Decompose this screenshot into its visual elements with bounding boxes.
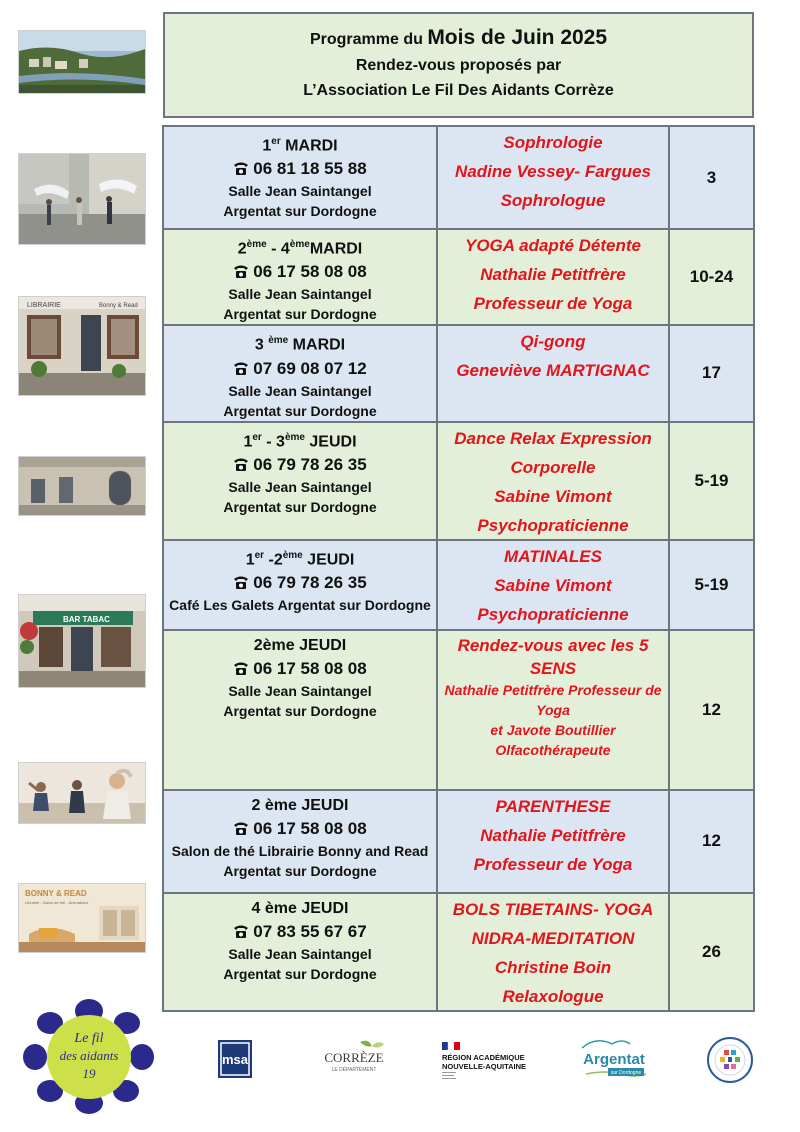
table-row [163, 790, 754, 893]
photo-bonny-read-logo [18, 883, 146, 953]
phone-number: 06 17 58 08 08 [164, 657, 436, 681]
activity-host: Nathalie Petitfrère Professeur de [444, 681, 662, 698]
venue-line: Salle Jean Saintangel [228, 682, 372, 699]
activity-host-cont: Yoga [536, 701, 570, 718]
schedule-cell [163, 630, 437, 790]
table-row [163, 229, 754, 325]
day-label: 3 $^{ème}$ MARDI [254, 335, 346, 354]
correze-logo [316, 1038, 392, 1078]
svg-text:Argentat: Argentat [583, 1051, 645, 1068]
title-prefix: Programme du [309, 31, 428, 48]
venue-town: Argentat sur Dordogne [223, 498, 377, 515]
activity-cell [437, 540, 669, 630]
region-academique-logo [442, 1040, 538, 1084]
schedule-cell [163, 325, 437, 421]
telephone-icon [233, 661, 249, 675]
svg-text:msa: msa [221, 1052, 249, 1067]
venue-town: Argentat sur Dordogne [223, 402, 377, 419]
venue-line: Salle Jean Saintangel [228, 478, 372, 495]
activity-host: Nathalie Petitfrère [480, 825, 626, 845]
dates-cell: 26 [669, 893, 754, 1011]
telephone-icon [233, 161, 249, 175]
day-label: 1er MARDI [262, 136, 338, 155]
activity-role: Sophrologue [500, 191, 606, 210]
schedule-cell [163, 540, 437, 630]
phone-number: 06 17 58 08 08 [164, 260, 436, 284]
day-label: 2ème - 4èmeMARDI [237, 239, 363, 258]
svg-text:Bonny & Read: Bonny & Read [99, 303, 138, 309]
activity-name: Qi-gong [520, 332, 586, 352]
argentat-logo [576, 1034, 652, 1082]
activity-name: Rendez-vous avec les 5 [457, 635, 649, 655]
dates-cell: 5-19 [669, 540, 754, 630]
phone-number: 06 17 58 08 08 [164, 817, 436, 841]
activity-name: YOGA adapté Détente [464, 236, 642, 255]
svg-text:RÉGION ACADÉMIQUE: RÉGION ACADÉMIQUE [442, 1053, 525, 1062]
activity-cell [437, 325, 669, 421]
activity-name: PARENTHESE [495, 796, 611, 816]
fil-des-aidants-logo [22, 995, 156, 1115]
activity-name: BOLS TIBETAINS- YOGA [452, 899, 654, 919]
activity-cell [437, 893, 669, 1011]
table-row [163, 126, 754, 229]
dates-cell: 12 [669, 630, 754, 790]
dates-cell: 3 [669, 126, 754, 229]
photo-yoga-class [18, 762, 146, 824]
title-month: Mois de Juin 2025 [427, 26, 608, 49]
activity-name-cont: NIDRA-MEDITATION [471, 928, 635, 948]
svg-text:Librairie - Salon de thé - Ani: Librairie - Salon de thé - Animations [25, 900, 89, 905]
activity-cell [437, 790, 669, 893]
venue-line: Salle Jean Saintangel [228, 183, 372, 200]
activity-host: Sabine Vimont [494, 575, 612, 595]
phone-number: 07 69 08 07 12 [164, 357, 436, 381]
activity-cell [437, 126, 669, 229]
venue-town: Argentat sur Dordogne [223, 306, 377, 323]
venue-line: Salle Jean Saintangel [228, 945, 372, 962]
telephone-icon [233, 361, 249, 375]
activity-name: Sophrologie [503, 133, 603, 152]
svg-text:LIBRAIRIE: LIBRAIRIE [27, 302, 61, 309]
activity-host: Geneviève MARTIGNAC [456, 361, 650, 381]
circular-partner-logo [706, 1036, 754, 1084]
day-label: 1er - 3ème JEUDI [243, 431, 357, 450]
svg-text:BONNY & READ: BONNY & READ [25, 889, 87, 898]
photo-bar-tabac [18, 594, 146, 688]
msa-logo [218, 1040, 252, 1078]
schedule-cell [163, 229, 437, 325]
phone-number: 06 79 78 26 35 [164, 453, 436, 477]
day-label: 4 ème JEUDI [251, 899, 349, 917]
dates-cell: 5-19 [669, 422, 754, 540]
activity-role: Olfacothérapeute [495, 741, 611, 758]
activity-name: MATINALES [504, 546, 602, 566]
schedule-cell [163, 422, 437, 540]
day-label: 2 ème JEUDI [251, 796, 349, 814]
table-row [163, 630, 754, 790]
activity-host: Nadine Vessey- Fargues [455, 162, 651, 181]
photo-outdoor-dance [18, 153, 146, 245]
activity-name: Dance Relax Expression [454, 428, 652, 448]
activity-cell [437, 229, 669, 325]
association-name: L’Association Le Fil Des Aidants Corrèze [303, 82, 614, 99]
venue-line: Salon de thé Librairie Bonny and Read [171, 842, 429, 859]
telephone-icon [233, 264, 249, 278]
activity-name-cont: Corporelle [510, 457, 596, 477]
table-row [163, 325, 754, 421]
table-row [163, 893, 754, 1011]
svg-text:Le fil: Le fil [74, 1031, 104, 1046]
page-header [163, 12, 754, 118]
photo-librairie-shop [18, 296, 146, 396]
table-row [163, 422, 754, 540]
svg-text:des aidants: des aidants [59, 1048, 119, 1063]
table-row [163, 540, 754, 630]
dates-cell: 10-24 [669, 229, 754, 325]
phone-number: 06 81 18 55 88 [164, 157, 436, 181]
svg-text:19: 19 [82, 1066, 96, 1081]
day-label: 1er -2ème JEUDI [245, 549, 355, 568]
dates-cell: 17 [669, 325, 754, 421]
page-title [165, 26, 752, 50]
programme-table [162, 125, 755, 1012]
activity-name-cont: SENS [529, 658, 577, 678]
venue-town: Argentat sur Dordogne [223, 702, 377, 719]
activity-cell [437, 422, 669, 540]
subtitle-line: Rendez-vous proposés par [355, 57, 562, 74]
venue-town: Argentat sur Dordogne [223, 965, 377, 982]
schedule-cell [163, 893, 437, 1011]
activity-role: Relaxologue [502, 986, 604, 1006]
schedule-cell [163, 126, 437, 229]
activity-cell [437, 630, 669, 790]
venue-line: Salle Jean Saintangel [228, 382, 372, 399]
svg-text:CORRÈZE: CORRÈZE [324, 1050, 384, 1065]
telephone-icon [233, 924, 249, 938]
venue-town: Argentat sur Dordogne [223, 862, 377, 879]
activity-cohost: et Javote Boutillier [490, 721, 616, 738]
dates-cell: 12 [669, 790, 754, 893]
day-label: 2ème JEUDI [253, 636, 347, 654]
telephone-icon [233, 821, 249, 835]
activity-role: Professeur de Yoga [473, 854, 633, 874]
venue-line: Café Les Galets Argentat sur Dordogne [169, 596, 431, 613]
activity-role: Psychopraticienne [477, 604, 629, 624]
schedule-cell [163, 790, 437, 893]
svg-text:NOUVELLE-AQUITAINE: NOUVELLE-AQUITAINE [442, 1062, 527, 1071]
phone-number: 07 83 55 67 67 [164, 920, 436, 944]
telephone-icon [233, 457, 249, 471]
activity-host: Sabine Vimont [494, 486, 612, 506]
venue-town: Argentat sur Dordogne [223, 203, 377, 220]
svg-text:BAR TABAC: BAR TABAC [63, 615, 110, 624]
venue-line: Salle Jean Saintangel [228, 286, 372, 303]
activity-role: Psychopraticienne [477, 515, 629, 535]
phone-number: 06 79 78 26 35 [164, 571, 436, 595]
svg-text:sur Dordogne: sur Dordogne [610, 1070, 642, 1076]
activity-role: Professeur de Yoga [473, 294, 633, 313]
activity-host: Christine Boin [494, 957, 612, 977]
telephone-icon [233, 575, 249, 589]
svg-text:LE DÉPARTEMENT: LE DÉPARTEMENT [331, 1067, 377, 1073]
activity-host: Nathalie Petitfrère [480, 265, 626, 284]
photo-stone-building [18, 456, 146, 516]
photo-river-town [18, 30, 146, 94]
